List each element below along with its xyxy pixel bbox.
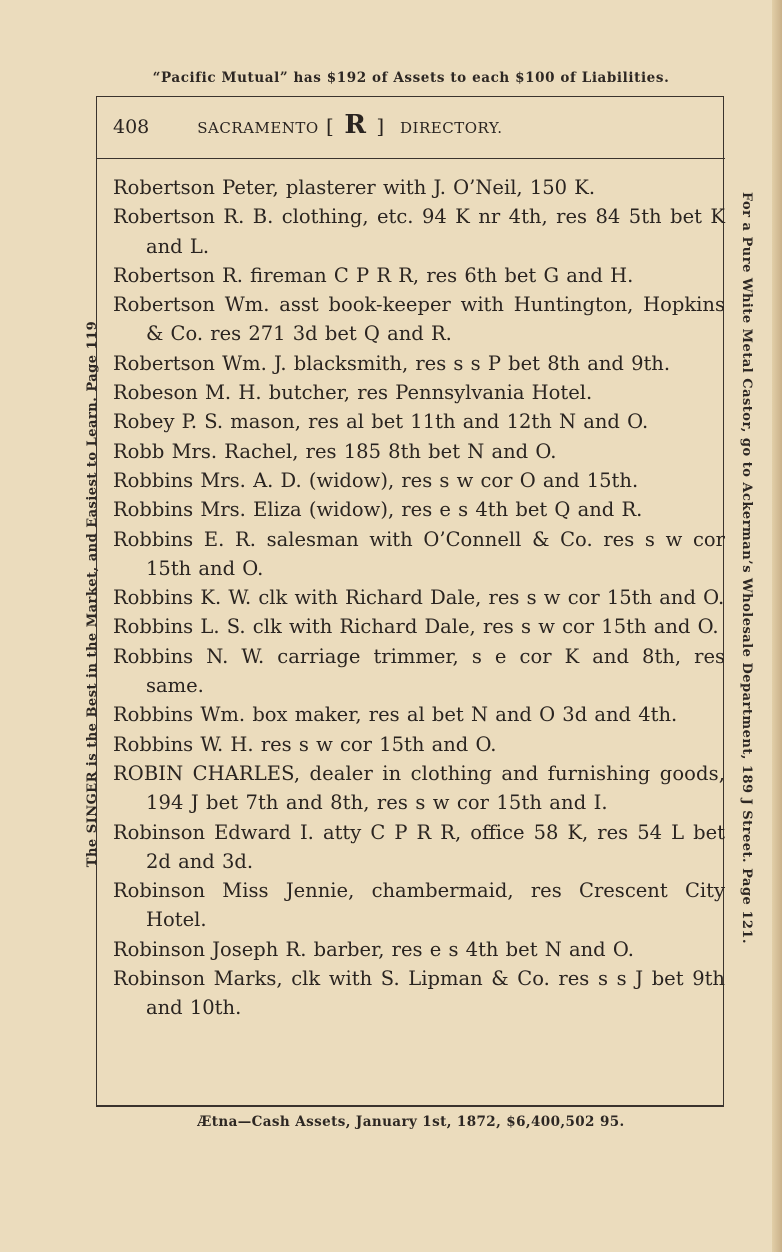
bracket-close: ] [376,114,385,138]
directory-entry: Robbins Mrs. A. D. (widow), res s w cor O and 15th. [113,468,639,492]
directory-entry: Robinson Edward I. atty C P R R, office 58 K, res 54 L bet 2d and 3d. [113,820,725,873]
left-margin-advertisement: The SINGER is the Best in the Market, and Easiest to Learn. Page 119 [85,320,100,868]
page-edge [772,0,782,1252]
directory-entry: Robb Mrs. Rachel, res 185 8th bet N and O. [113,439,557,463]
directory-entry: Robbins N. W. carriage trimmer, s e cor K and 8th, res same. [113,644,725,698]
directory-entry: Robertson R. fireman C P R R, res 6th bet G and H. [113,263,634,287]
directory-entry: Robbins L. S. clk with Richard Dale, res s w cor 15th and O. [113,615,719,639]
directory-entry: Robbins K. W. clk with Richard Dale, res s w cor 15th and O. [113,586,725,610]
header-rule [96,158,725,159]
directory-entry: Robey P. S. mason, res al bet 11th and 12th N and O. [113,410,649,434]
directory-entry: Robertson Wm. J. blacksmith, res s s P bet 8th and 9th. [113,351,671,375]
directory-entry: Robertson R. B. clothing, etc. 94 K nr 4th, res 84 5th bet K and L. [113,205,725,258]
directory-entry: Robbins E. R. salesman with O’Connell & Co. res s w cor 15th and O. [113,527,725,580]
directory-entry: Robinson Joseph R. barber, res e s 4th bet N and O. [113,937,634,961]
directory-entry: Robbins Mrs. Eliza (widow), res e s 4th bet Q and R. [113,498,643,522]
section-letter: R [344,110,367,140]
directory-entry: ROBIN CHARLES, dealer in clothing and furnishing goods, 194 J bet 7th and 8th, res s w cor 15th and I. [113,761,725,815]
bracket-open: [ [326,114,335,138]
page-number: 408 [113,116,150,138]
right-margin-advertisement: For a Pure White Metal Castor, go to Ackerman’s Wholesale Department, 189 J Street. Page 121. [739,191,754,944]
directory-entry: Robertson Peter, plasterer with J. O’Neil, 150 K. [113,176,596,199]
directory-entry: Robeson M. H. butcher, res Pennsylvania Hotel. [113,381,593,405]
directory-entries [113,173,725,1023]
directory-entry: Robbins Wm. box maker, res al bet N and O 3d and 4th. [113,703,678,727]
running-head-city: SACRAMENTO [197,119,319,137]
directory-entry: Robertson Wm. asst book-keeper with Huntington, Hopkins & Co. res 271 3d bet Q and R. [113,293,725,346]
page-header [113,110,713,146]
directory-entry: Robinson Marks, clk with S. Lipman & Co. res s s J bet 9th and 10th. [113,967,725,1020]
bottom-advertisement: Ætna—Cash Assets, January 1st, 1872, $6,400,502 95. [197,1114,625,1130]
running-head [197,110,502,140]
top-advertisement: “Pacific Mutual” has $192 of Assets to each $100 of Liabilities. [152,70,670,86]
directory-entry: Robinson Miss Jennie, chambermaid, res Crescent City Hotel. [113,879,725,932]
running-head-title: DIRECTORY. [400,119,503,137]
directory-entry: Robbins W. H. res s w cor 15th and O. [113,732,497,756]
